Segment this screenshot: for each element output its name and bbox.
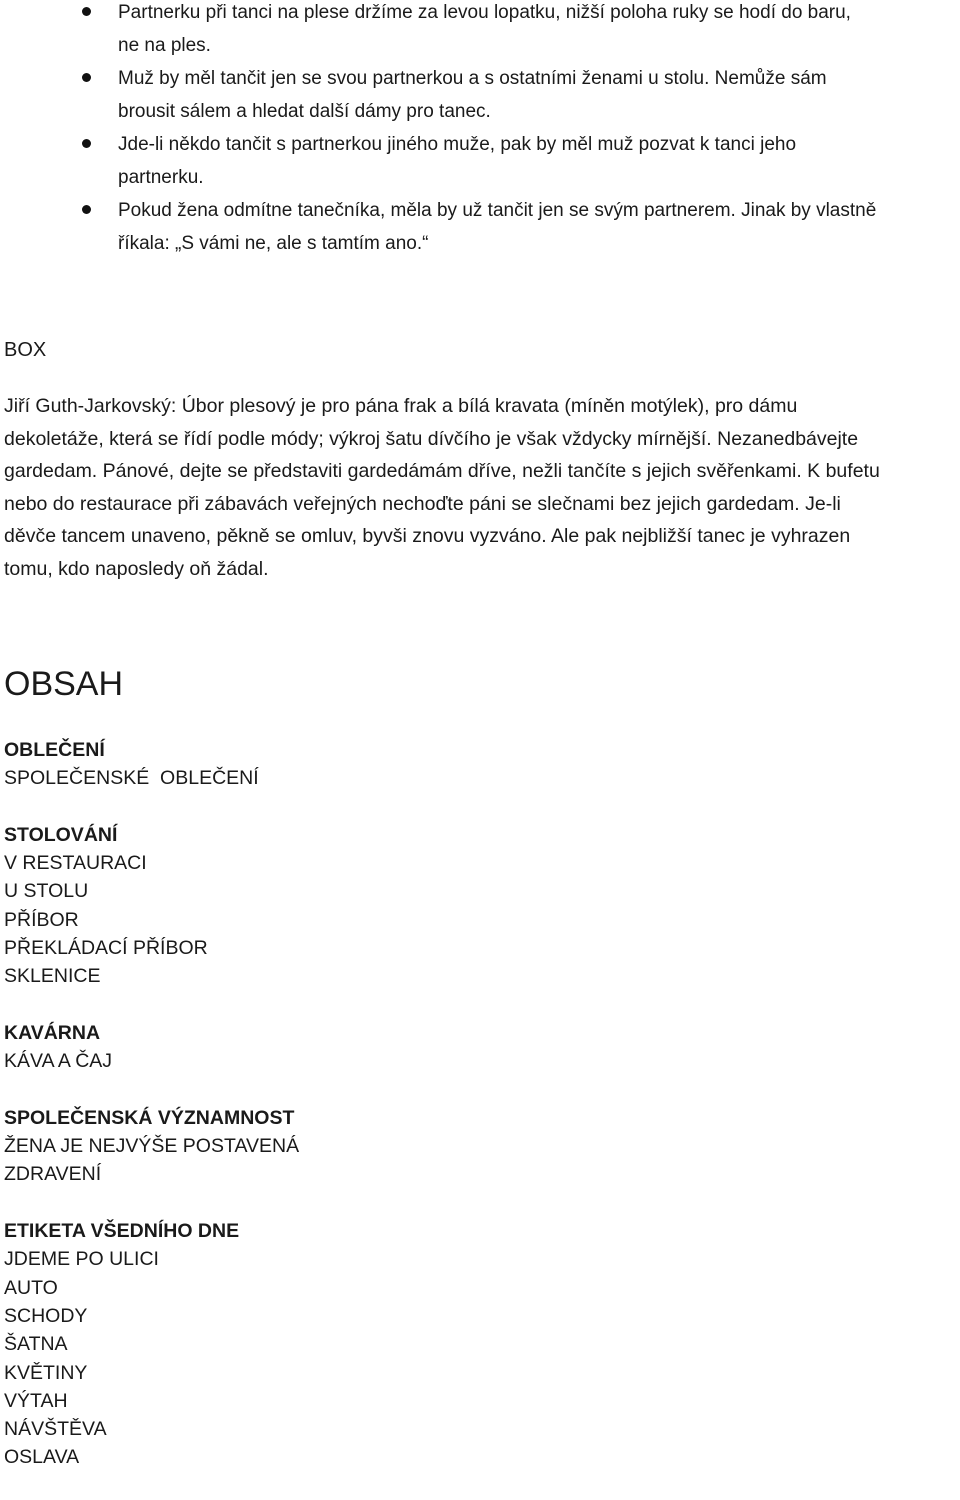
toc-heading: KAVÁRNA [4,1021,101,1044]
toc-entry: VÝTAH [4,1389,68,1412]
table-of-contents [4,736,604,1500]
toc-entry: ŽENA JE NEJVÝŠE POSTAVENÁ [4,1135,300,1158]
toc-entry: OSLAVA [4,1446,80,1469]
bullet-line: Jde-li někdo tančit s partnerkou jiného muže, pak by měl muž pozvat k tanci jeho [118,134,797,155]
toc-entry: PŘEKLÁDACÍ PŘÍBOR [4,937,208,960]
bullet-line: Pokud žena odmítne tanečníka, měla by už tančit jen se svým partnerem. Jinak by vlastně [118,200,877,221]
contents-title: OBSAH [4,665,124,703]
toc-section-spolecenska-vyznamnost [4,1104,604,1189]
bullet-icon [82,139,91,148]
toc-entry: AUTO [4,1276,58,1299]
toc-section-stolovani [4,821,604,991]
toc-entry: KÁVA A ČAJ [4,1050,113,1073]
toc-entry: PŘÍBOR [4,908,79,931]
toc-entry: ŠATNA [4,1333,68,1356]
bullet-item [0,128,800,194]
box-line: dekoletáže, která se řídí podle módy; výkroj šatu dívčího je však vždycky mírnější. Nezanedbávejte [4,427,859,450]
bullet-icon [82,7,91,16]
bullet-line: partnerku. [118,167,204,188]
toc-entry: V RESTAURACI [4,852,147,875]
bullet-line: Muž by měl tančit jen se svou partnerkou a s ostatními ženami u stolu. Nemůže sám [118,68,827,89]
toc-section-kavarna [4,1019,604,1076]
bullet-item [0,62,831,128]
toc-heading: STOLOVÁNÍ [4,823,118,846]
bullet-item [0,194,880,260]
bullet-icon [82,205,91,214]
bullet-line: brousit sálem a hledat další dámy pro tanec. [118,101,491,122]
bullet-line: ne na ples. [118,35,211,56]
toc-entry: SPOLEČENSKÉ OBLEČENÍ [4,767,259,790]
toc-entry: SKLENICE [4,965,101,988]
box-line: Jiří Guth-Jarkovský: Úbor plesový je pro pána frak a bílá kravata (míněn motýlek), pro dámu [4,395,798,417]
toc-entry: U STOLU [4,880,89,903]
bullet-icon [82,73,91,82]
toc-section-etiketa-vsedniho-dne [4,1217,604,1472]
toc-heading: SPOLEČENSKÁ VÝZNAMNOST [4,1106,295,1129]
box-line: gardedam. Pánové, dejte se představiti gardedámám dříve, nežli tančíte s jejich svěřenkami. K bufetu [4,460,880,482]
bullet-line: říkala: „S vámi ne, ale s tamtím ano.“ [118,233,429,254]
box-label: BOX [4,339,47,361]
bullet-line: Partnerku při tanci na plese držíme za levou lopatku, nižší poloha ruky se hodí do baru, [118,2,851,23]
toc-entry: ZDRAVENÍ [4,1163,102,1186]
toc-entry: SCHODY [4,1304,88,1327]
box-line: nebo do restaurace při zábavách veřejných nechoďte páni se slečnami bez jejich gardedam. Je-li [4,492,841,515]
toc-entry: KVĚTINY [4,1361,88,1384]
toc-entry: NÁVŠTĚVA [4,1418,107,1441]
bullet-item [0,0,855,62]
toc-section-obleceni [4,736,604,793]
box-line: tomu, kdo naposledy oň žádal. [4,557,269,580]
toc-heading: ETIKETA VŠEDNÍHO DNE [4,1220,240,1243]
toc-heading: OBLEČENÍ [4,739,105,761]
box-quote-paragraph [4,390,944,585]
toc-entry: JDEME PO ULICI [4,1248,159,1271]
box-line: děvče tancem unaveno, pěkně se omluv, byvši znovu vyzváno. Ale pak nejbližší tanec je vyhrazen [4,525,851,547]
